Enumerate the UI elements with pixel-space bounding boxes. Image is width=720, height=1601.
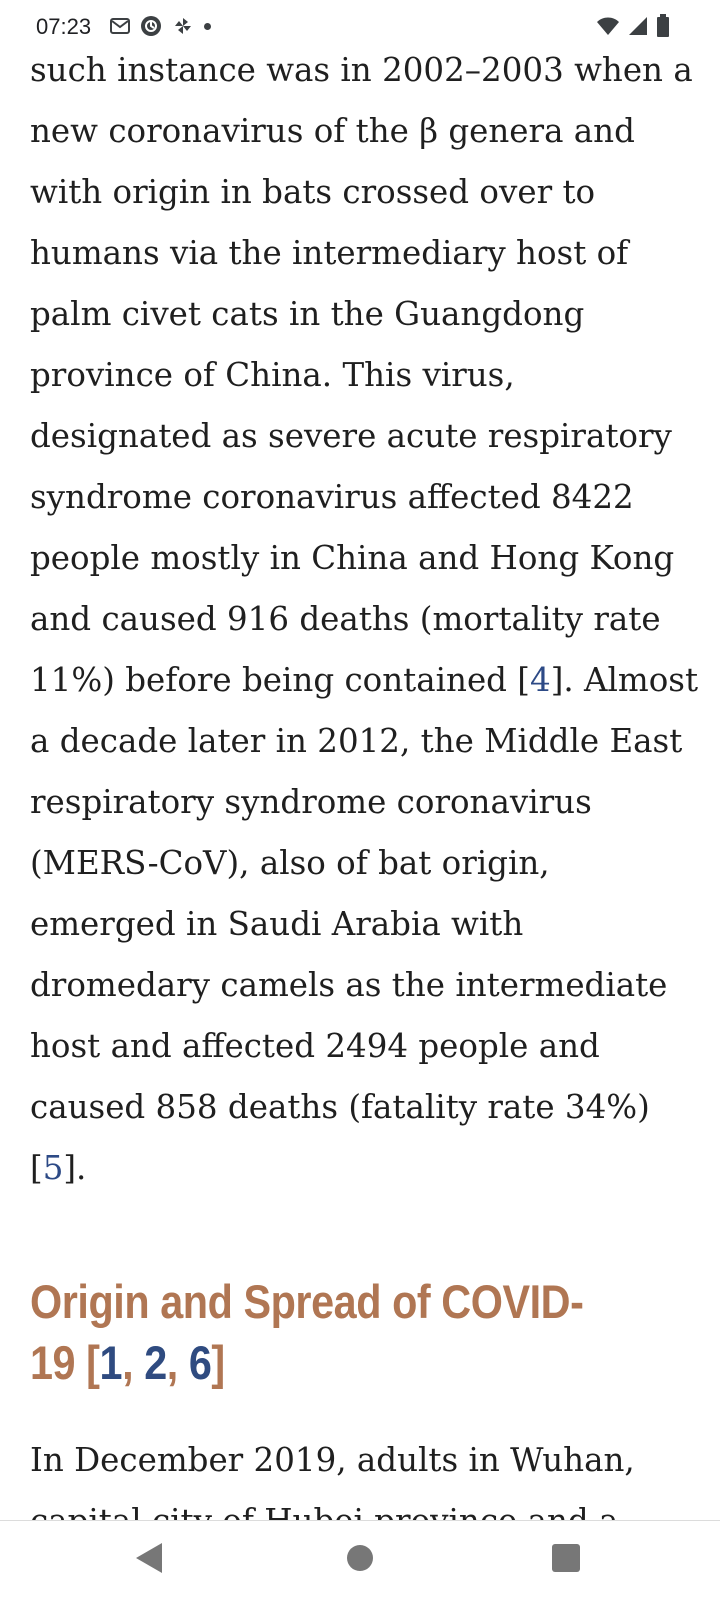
reference-link-4[interactable]: 4 bbox=[530, 661, 551, 699]
system-icons bbox=[596, 13, 670, 39]
paragraph-text: ]. Almost a decade later in 2012, the Middle East respiratory syndrome coronavirus (MERS-CoV), also of bat origin, emerged in Saudi Arabia with dromedary camels as the intermediate host and affected 2494 people and caused 858 deaths (fatality rate 34%) [ bbox=[30, 661, 699, 1187]
pinwheel-icon bbox=[172, 15, 194, 37]
heading-bracket-close: ] bbox=[211, 1336, 225, 1389]
heading-separator: , bbox=[166, 1336, 189, 1389]
sync-icon bbox=[140, 15, 162, 37]
article-content bbox=[30, 40, 700, 1552]
navigation-bar bbox=[0, 1520, 720, 1601]
article-paragraph: In December 2019, adults in Wuhan, bbox=[30, 1441, 635, 1479]
reference-link-6[interactable]: 6 bbox=[188, 1336, 212, 1389]
battery-icon bbox=[656, 14, 670, 38]
reference-link-2[interactable]: 2 bbox=[144, 1336, 167, 1389]
notification-icons bbox=[110, 13, 211, 39]
wifi-icon bbox=[596, 16, 620, 36]
reference-link-5[interactable]: 5 bbox=[42, 1149, 64, 1187]
recents-button[interactable] bbox=[552, 1544, 580, 1572]
paragraph-text: such instance was in 2002–2003 when a new coronavirus of the β genera and with origin in bats crossed over to humans via the intermediary host of palm civet cats in the Guangdong province of China. This virus, designated as severe acute respiratory syndrome coronavirus affected 8422 people mostly in China and Hong Kong and caused 916 deaths (mortality rate 11%) before being contained [ bbox=[30, 51, 693, 699]
article-paragraph bbox=[30, 40, 700, 1199]
home-button[interactable] bbox=[347, 1545, 373, 1571]
reference-link-1[interactable]: 1 bbox=[99, 1336, 123, 1389]
section-heading bbox=[30, 1271, 620, 1393]
back-button[interactable] bbox=[134, 1541, 164, 1580]
status-time: 07:23 bbox=[36, 14, 92, 39]
paragraph-text: ]. bbox=[63, 1149, 87, 1187]
gmail-icon bbox=[110, 18, 130, 34]
heading-bracket-open: [ bbox=[86, 1336, 100, 1389]
heading-separator: , bbox=[122, 1336, 145, 1389]
cell-signal-icon bbox=[628, 16, 648, 36]
dot-icon bbox=[204, 23, 211, 30]
section-heading-title: Origin and Spread of COVID-19 bbox=[30, 1275, 584, 1389]
